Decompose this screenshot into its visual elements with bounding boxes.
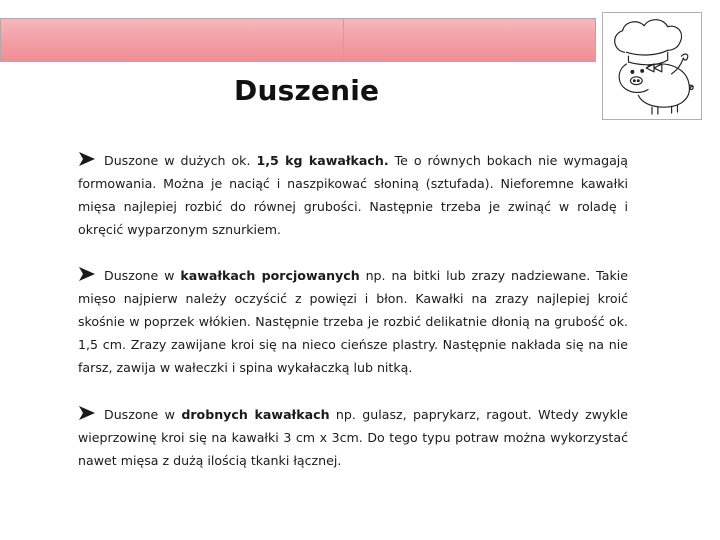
arrowhead-bullet-icon — [78, 151, 96, 167]
paragraph-text: Te o równych bokach nie wymagają formowania. Można je naciąć i naszpikować słoniną (sztufada). Nieforemne kawałki mięsa najlepiej rozbić do równej grubości. Następnie trzeba je zwinąć w roladę i okręcić wyparzonym sznurkiem. — [78, 153, 629, 237]
paragraph-bold: 1,5 kg kawałkach. — [256, 153, 389, 168]
list-item — [78, 264, 628, 379]
paragraph — [78, 403, 628, 472]
paragraph-text: np. gulasz, paprykarz, ragout. Wtedy zwykle wieprzowinę kroi się na kawałki 3 cm x 3cm. Do tego typu potraw można wykorzystać nawet mięsa z dużą ilością tkanki łącznej. — [78, 407, 628, 468]
header-bar-right — [344, 18, 596, 62]
paragraph-text: np. na bitki lub zrazy nadziewane. Takie mięso najpierw należy oczyścić z powięzi i błon. Kawałki na zrazy najlepiej kroić skośnie w poprzek włókien. Następnie trzeba je rozbić delikatnie dłonią na grubość ok. 1,5 cm. Zrazy zawijane kroi się na nieco cieńsze plastry. Następnie nakłada się na nie farsz, zawija w wałeczki i spina wykałaczką lub nitką. — [78, 268, 629, 375]
paragraph-text: Duszone w — [104, 268, 181, 283]
paragraph — [78, 149, 628, 241]
list-item — [78, 403, 628, 472]
arrowhead-bullet-icon — [78, 266, 96, 282]
list-item — [78, 149, 628, 241]
logo — [602, 12, 702, 120]
header-bar-left — [0, 18, 344, 62]
header-bar — [0, 18, 596, 62]
pig-chef-icon — [603, 13, 701, 119]
paragraph-text: Duszone w — [104, 407, 182, 422]
page-title: Duszenie — [234, 74, 380, 107]
arrowhead-bullet-icon — [78, 405, 96, 421]
paragraph-text: Duszone w dużych ok. — [104, 153, 257, 168]
paragraph-bold: drobnych kawałkach — [181, 407, 330, 422]
paragraph — [78, 264, 628, 379]
paragraph-bold: kawałkach porcjowanych — [180, 268, 360, 283]
